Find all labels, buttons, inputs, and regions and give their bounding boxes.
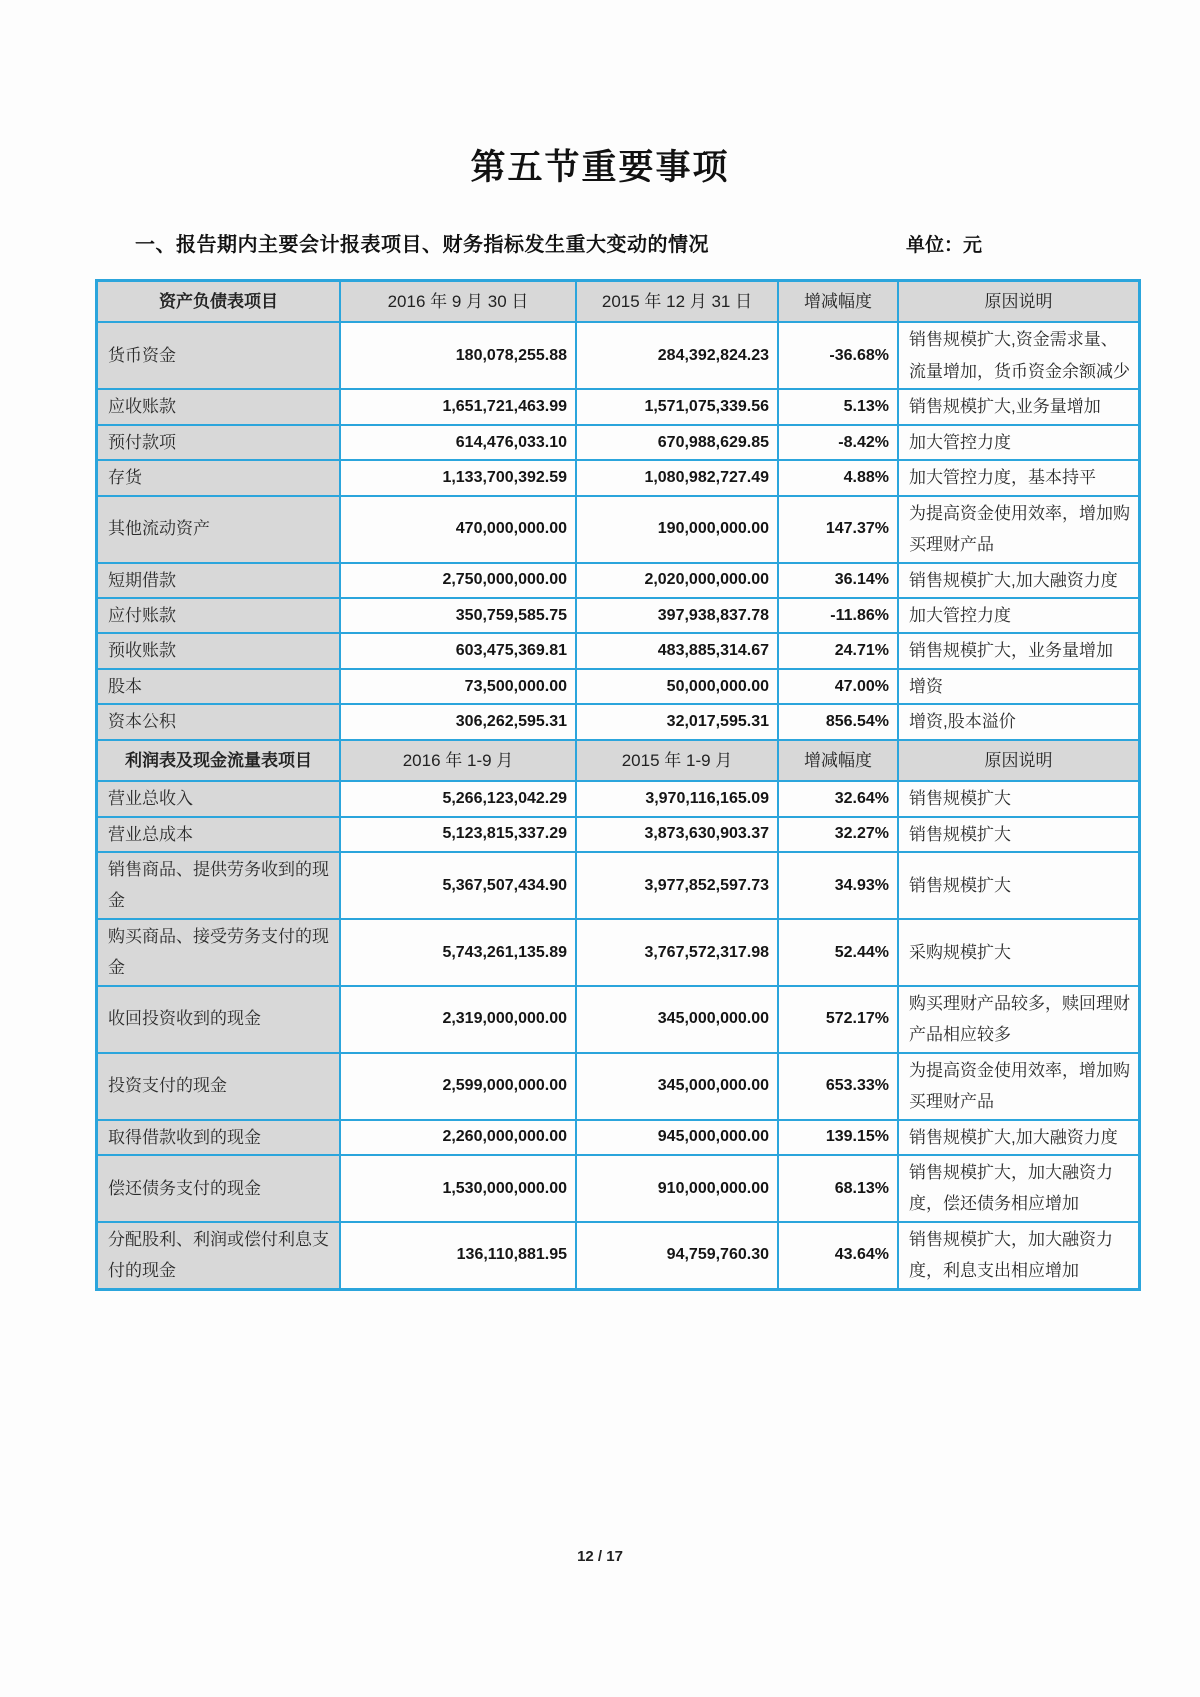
table-row	[97, 852, 1140, 919]
table-row	[97, 1155, 1140, 1222]
section-heading: 一、报告期内主要会计报表项目、财务指标发生重大变动的情况	[135, 234, 709, 256]
header-cell: 增减幅度	[778, 740, 898, 781]
value-prior-cell: 1,080,982,727.49	[576, 460, 778, 495]
table-row	[97, 598, 1140, 633]
change-cell: 572.17%	[778, 986, 898, 1053]
value-current-cell: 306,262,595.31	[340, 704, 576, 739]
value-prior-cell: 2,020,000,000.00	[576, 563, 778, 598]
table-row	[97, 563, 1140, 598]
item-cell: 偿还债务支付的现金	[97, 1155, 341, 1222]
reason-cell: 为提高资金使用效率，增加购买理财产品	[898, 1053, 1140, 1120]
value-prior-cell: 3,873,630,903.37	[576, 817, 778, 852]
change-cell: 68.13%	[778, 1155, 898, 1222]
change-cell: -36.68%	[778, 322, 898, 389]
item-cell: 应收账款	[97, 389, 341, 424]
table-row	[97, 389, 1140, 424]
financial-table-body	[97, 281, 1140, 1290]
reason-cell: 加大管控力度	[898, 425, 1140, 460]
item-cell: 营业总成本	[97, 817, 341, 852]
table-header-row	[97, 740, 1140, 781]
value-current-cell: 1,651,721,463.99	[340, 389, 576, 424]
reason-cell: 增资,股本溢价	[898, 704, 1140, 739]
table-row	[97, 1222, 1140, 1289]
reason-cell: 销售规模扩大	[898, 817, 1140, 852]
item-cell: 收回投资收到的现金	[97, 986, 341, 1053]
unit-label: 单位：元	[905, 235, 982, 256]
change-cell: -8.42%	[778, 425, 898, 460]
change-cell: 47.00%	[778, 669, 898, 704]
change-cell: 43.64%	[778, 1222, 898, 1289]
table-row	[97, 1053, 1140, 1120]
value-prior-cell: 190,000,000.00	[576, 496, 778, 563]
table-row	[97, 633, 1140, 668]
value-current-cell: 1,530,000,000.00	[340, 1155, 576, 1222]
value-prior-cell: 945,000,000.00	[576, 1120, 778, 1155]
item-cell: 销售商品、提供劳务收到的现金	[97, 852, 341, 919]
table-row	[97, 669, 1140, 704]
header-cell: 原因说明	[898, 281, 1140, 323]
value-current-cell: 470,000,000.00	[340, 496, 576, 563]
header-cell: 2016 年 1-9 月	[340, 740, 576, 781]
table-row	[97, 704, 1140, 739]
change-cell: 34.93%	[778, 852, 898, 919]
value-current-cell: 2,319,000,000.00	[340, 986, 576, 1053]
financial-table	[95, 279, 1141, 1291]
value-prior-cell: 32,017,595.31	[576, 704, 778, 739]
change-cell: 24.71%	[778, 633, 898, 668]
reason-cell: 销售规模扩大，加大融资力度，偿还债务相应增加	[898, 1155, 1140, 1222]
value-prior-cell: 284,392,824.23	[576, 322, 778, 389]
reason-cell: 销售规模扩大,加大融资力度	[898, 1120, 1140, 1155]
value-current-cell: 5,266,123,042.29	[340, 781, 576, 816]
reason-cell: 购买理财产品较多，赎回理财产品相应较多	[898, 986, 1140, 1053]
value-current-cell: 5,367,507,434.90	[340, 852, 576, 919]
value-prior-cell: 670,988,629.85	[576, 425, 778, 460]
page-number: 12 / 17	[577, 1548, 623, 1565]
page-title: 第五节重要事项	[470, 148, 730, 187]
item-cell: 预付款项	[97, 425, 341, 460]
header-cell: 2015 年 1-9 月	[576, 740, 778, 781]
value-prior-cell: 397,938,837.78	[576, 598, 778, 633]
reason-cell: 销售规模扩大,资金需求量、流量增加，货币资金余额减少	[898, 322, 1140, 389]
change-cell: 52.44%	[778, 919, 898, 986]
item-cell: 预收账款	[97, 633, 341, 668]
section-header-row	[0, 228, 1200, 257]
item-cell: 营业总收入	[97, 781, 341, 816]
change-cell: 5.13%	[778, 389, 898, 424]
value-current-cell: 73,500,000.00	[340, 669, 576, 704]
item-cell: 存货	[97, 460, 341, 495]
value-current-cell: 180,078,255.88	[340, 322, 576, 389]
table-row	[97, 781, 1140, 816]
value-prior-cell: 345,000,000.00	[576, 1053, 778, 1120]
reason-cell: 采购规模扩大	[898, 919, 1140, 986]
value-prior-cell: 345,000,000.00	[576, 986, 778, 1053]
change-cell: 32.64%	[778, 781, 898, 816]
value-current-cell: 603,475,369.81	[340, 633, 576, 668]
table-row	[97, 986, 1140, 1053]
reason-cell: 加大管控力度	[898, 598, 1140, 633]
item-cell: 股本	[97, 669, 341, 704]
reason-cell: 销售规模扩大，业务量增加	[898, 633, 1140, 668]
value-prior-cell: 94,759,760.30	[576, 1222, 778, 1289]
value-current-cell: 2,599,000,000.00	[340, 1053, 576, 1120]
header-cell: 增减幅度	[778, 281, 898, 323]
value-current-cell: 2,750,000,000.00	[340, 563, 576, 598]
item-cell: 分配股利、利润或偿付利息支付的现金	[97, 1222, 341, 1289]
reason-cell: 销售规模扩大，加大融资力度，利息支出相应增加	[898, 1222, 1140, 1289]
item-cell: 货币资金	[97, 322, 341, 389]
reason-cell: 销售规模扩大,加大融资力度	[898, 563, 1140, 598]
table-row	[97, 817, 1140, 852]
value-prior-cell: 910,000,000.00	[576, 1155, 778, 1222]
value-prior-cell: 3,970,116,165.09	[576, 781, 778, 816]
value-current-cell: 5,123,815,337.29	[340, 817, 576, 852]
header-cell: 2015 年 12 月 31 日	[576, 281, 778, 323]
change-cell: 653.33%	[778, 1053, 898, 1120]
table-row	[97, 322, 1140, 389]
table-row	[97, 460, 1140, 495]
change-cell: 856.54%	[778, 704, 898, 739]
item-cell: 其他流动资产	[97, 496, 341, 563]
header-cell: 利润表及现金流量表项目	[97, 740, 341, 781]
reason-cell: 销售规模扩大	[898, 852, 1140, 919]
table-row	[97, 1120, 1140, 1155]
value-prior-cell: 1,571,075,339.56	[576, 389, 778, 424]
value-current-cell: 136,110,881.95	[340, 1222, 576, 1289]
reason-cell: 加大管控力度，基本持平	[898, 460, 1140, 495]
table-row	[97, 496, 1140, 563]
change-cell: 32.27%	[778, 817, 898, 852]
header-cell: 原因说明	[898, 740, 1140, 781]
item-cell: 投资支付的现金	[97, 1053, 341, 1120]
table-row	[97, 425, 1140, 460]
item-cell: 购买商品、接受劳务支付的现金	[97, 919, 341, 986]
value-current-cell: 1,133,700,392.59	[340, 460, 576, 495]
change-cell: 36.14%	[778, 563, 898, 598]
item-cell: 取得借款收到的现金	[97, 1120, 341, 1155]
value-prior-cell: 3,767,572,317.98	[576, 919, 778, 986]
value-prior-cell: 483,885,314.67	[576, 633, 778, 668]
change-cell: 139.15%	[778, 1120, 898, 1155]
item-cell: 应付账款	[97, 598, 341, 633]
table-header-row	[97, 281, 1140, 323]
reason-cell: 销售规模扩大	[898, 781, 1140, 816]
value-current-cell: 350,759,585.75	[340, 598, 576, 633]
change-cell: -11.86%	[778, 598, 898, 633]
table-row	[97, 919, 1140, 986]
value-prior-cell: 50,000,000.00	[576, 669, 778, 704]
reason-cell: 为提高资金使用效率，增加购买理财产品	[898, 496, 1140, 563]
value-prior-cell: 3,977,852,597.73	[576, 852, 778, 919]
reason-cell: 销售规模扩大,业务量增加	[898, 389, 1140, 424]
change-cell: 4.88%	[778, 460, 898, 495]
header-cell: 2016 年 9 月 30 日	[340, 281, 576, 323]
value-current-cell: 5,743,261,135.89	[340, 919, 576, 986]
item-cell: 资本公积	[97, 704, 341, 739]
value-current-cell: 2,260,000,000.00	[340, 1120, 576, 1155]
change-cell: 147.37%	[778, 496, 898, 563]
header-cell: 资产负债表项目	[97, 281, 341, 323]
value-current-cell: 614,476,033.10	[340, 425, 576, 460]
item-cell: 短期借款	[97, 563, 341, 598]
reason-cell: 增资	[898, 669, 1140, 704]
